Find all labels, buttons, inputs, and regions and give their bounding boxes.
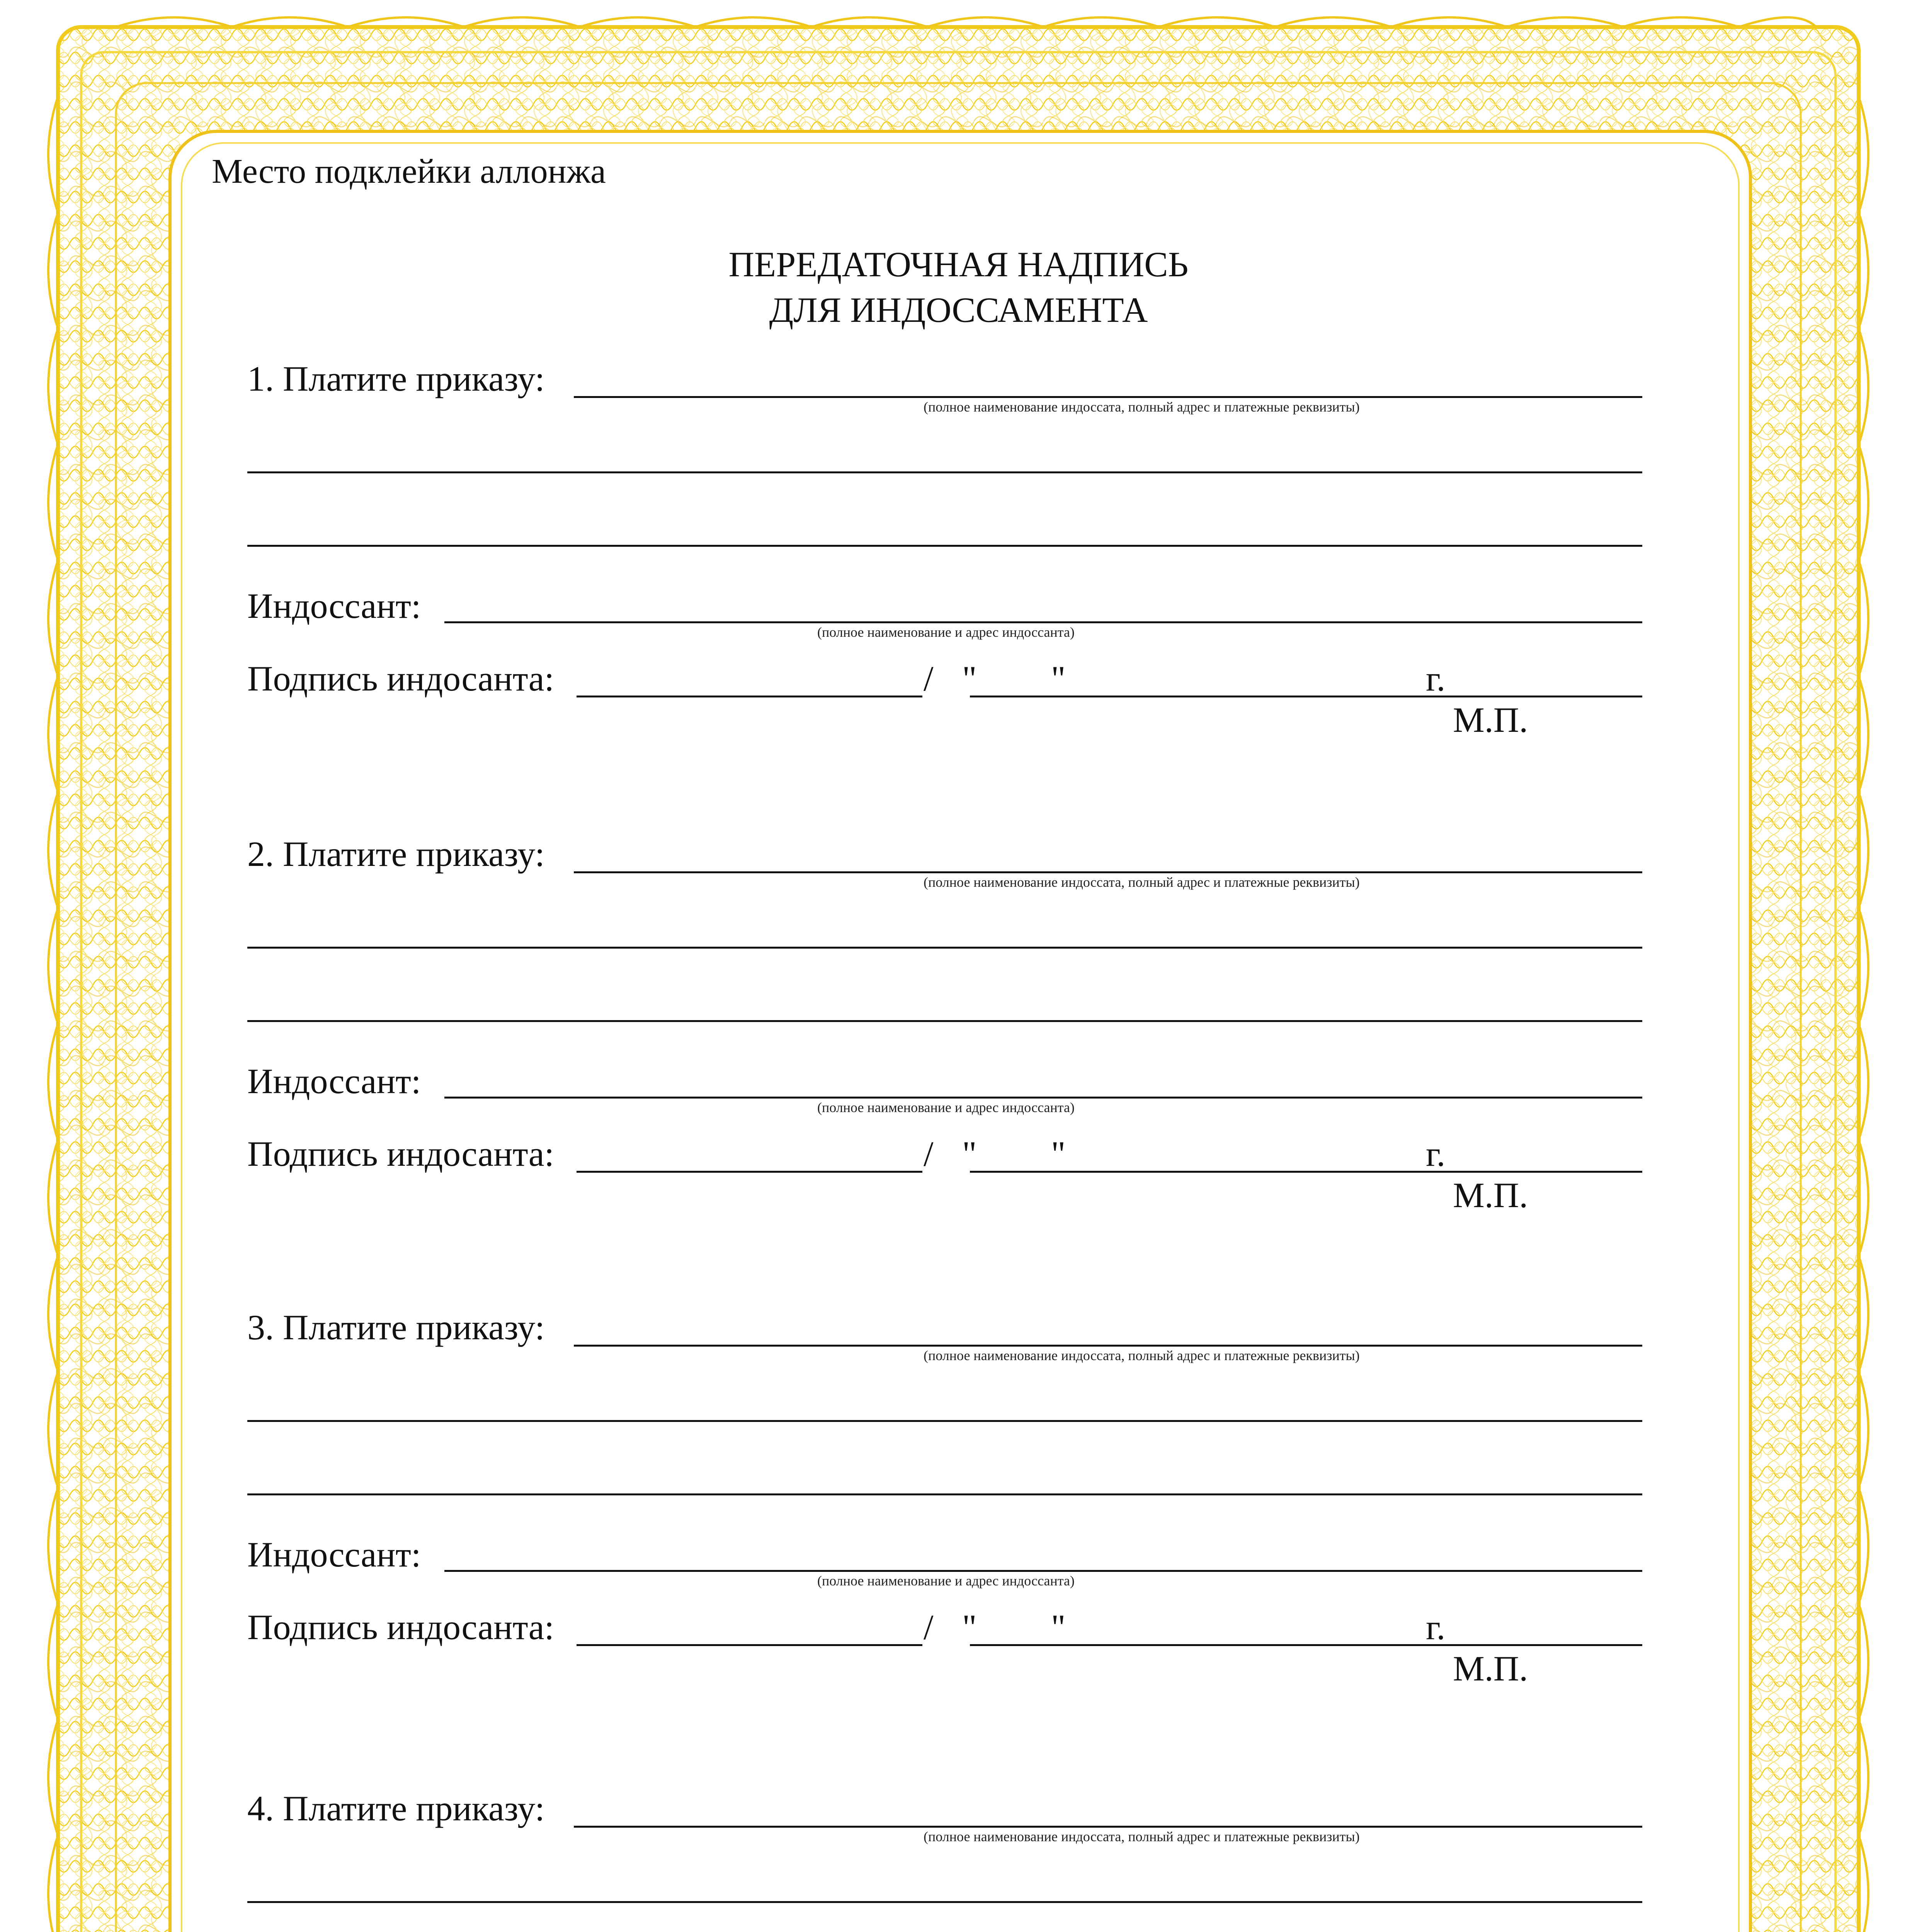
year-label: г. <box>1426 1607 1446 1647</box>
pay-order-label: 1. Платите приказу: <box>247 359 545 398</box>
payee-line[interactable] <box>574 871 1642 873</box>
date-line[interactable] <box>970 1644 1642 1646</box>
payee-line[interactable] <box>574 1345 1642 1347</box>
endorser-label: Индоссант: <box>247 1535 421 1574</box>
date-quote-close: " <box>1051 1607 1066 1647</box>
payee-line-2[interactable] <box>247 471 1642 473</box>
signature-label: Подпись индосанта: <box>247 1134 555 1173</box>
signature-slash: / <box>924 659 934 698</box>
signature-line[interactable] <box>577 1171 922 1173</box>
document-title <box>0 242 1917 333</box>
year-label: г. <box>1426 1134 1446 1173</box>
title-line-1: ПЕРЕДАТОЧНАЯ НАДПИСЬ <box>728 245 1189 284</box>
signature-slash: / <box>924 1134 934 1173</box>
date-line[interactable] <box>970 1171 1642 1173</box>
payee-line-3[interactable] <box>247 545 1642 547</box>
endorser-hint: (полное наименование и адрес индоссанта) <box>817 1100 1075 1115</box>
signature-slash: / <box>924 1607 934 1647</box>
endorser-line[interactable] <box>444 1097 1642 1099</box>
payee-line-2[interactable] <box>247 1420 1642 1422</box>
endorser-hint: (полное наименование и адрес индоссанта) <box>817 624 1075 640</box>
payee-line-2[interactable] <box>247 1901 1642 1903</box>
endorser-hint: (полное наименование и адрес индоссанта) <box>817 1573 1075 1588</box>
date-quote-close: " <box>1051 659 1066 698</box>
signature-line[interactable] <box>577 1644 922 1646</box>
signature-label: Подпись индосанта: <box>247 1607 555 1647</box>
seal-label: М.П. <box>1453 1175 1528 1215</box>
seal-label: М.П. <box>1453 1649 1528 1688</box>
date-quote-open: " <box>962 1607 977 1647</box>
date-quote-close: " <box>1051 1134 1066 1173</box>
payee-hint: (полное наименование индоссата, полный адрес и платежные реквизиты) <box>924 1348 1360 1363</box>
allonge-place-label: Место подклейки аллонжа <box>212 152 606 190</box>
seal-label: М.П. <box>1453 700 1528 740</box>
payee-line[interactable] <box>574 396 1642 398</box>
payee-line[interactable] <box>574 1826 1642 1828</box>
date-quote-open: " <box>962 1134 977 1173</box>
endorsement-section-1 <box>0 338 1917 740</box>
payee-line-3[interactable] <box>247 1493 1642 1495</box>
payee-hint: (полное наименование индоссата, полный адрес и платежные реквизиты) <box>924 1829 1360 1844</box>
endorsement-section-4 <box>0 1768 1917 1932</box>
pay-order-label: 4. Платите приказу: <box>247 1789 545 1828</box>
title-line-2: ДЛЯ ИНДОССАМЕНТА <box>769 290 1148 330</box>
payee-line-2[interactable] <box>247 947 1642 949</box>
endorsement-section-3 <box>0 1287 1917 1688</box>
payee-line-3[interactable] <box>247 1020 1642 1022</box>
year-label: г. <box>1426 659 1446 698</box>
endorser-label: Индоссант: <box>247 586 421 626</box>
endorser-line[interactable] <box>444 1570 1642 1572</box>
pay-order-label: 3. Платите приказу: <box>247 1308 545 1347</box>
signature-label: Подпись индосанта: <box>247 659 555 698</box>
endorsement-section-2 <box>0 813 1917 1215</box>
endorser-label: Индоссант: <box>247 1061 421 1101</box>
signature-line[interactable] <box>577 696 922 697</box>
endorser-line[interactable] <box>444 621 1642 623</box>
date-quote-open: " <box>962 659 977 698</box>
payee-hint: (полное наименование индоссата, полный адрес и платежные реквизиты) <box>924 874 1360 890</box>
pay-order-label: 2. Платите приказу: <box>247 834 545 874</box>
date-line[interactable] <box>970 696 1642 697</box>
payee-hint: (полное наименование индоссата, полный адрес и платежные реквизиты) <box>924 399 1360 415</box>
